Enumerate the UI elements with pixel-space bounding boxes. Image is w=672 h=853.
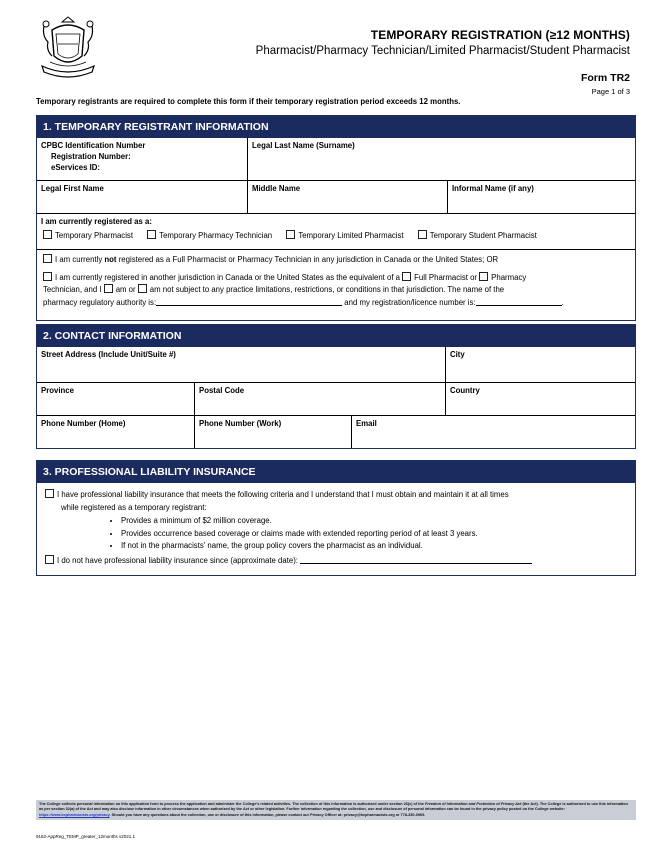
form-subtitle: Pharmacist/Pharmacy Technician/Limited Pharmacist/Student Pharmacist — [255, 45, 630, 57]
checkbox-temporary-pharmacy-technician[interactable] — [147, 230, 156, 239]
criteria-item: • If not in the pharmacists' name, the group policy covers the pharmacist as an individual. — [121, 540, 627, 553]
have-insurance-text: I have professional liability insurance that meets the following criteria and I understand that I must obtain and maintain it at all times — [57, 490, 509, 499]
jurisdiction-statements: I am currently not registered as a Full Pharmacist or Pharmacy Technician in any jurisdiction in Canada or the United States; OR I am currently registered in another jurisdiction in Canada or the United States as the equivalent of a Full Pharmacist or Pharmacy Technician, and I am or am not subject to any practice limitations, restrictions, or conditions in that jurisdiction. The name of the pharmacy regulatory authority is: and my registration/licence number is: . — [43, 255, 564, 307]
privacy-notice: The College collects personal information on this application form to process the application and administer the College's related activities. The collection of this information is authorized under section 26(c) of the Freedom of Information and Protection of Privacy Act (the Act). The College is authorized to use this information as per section 32(a) of the Act and may also disclose information in other circumstances when authorized by the Act or other legislation. Further information regarding the collection, use and disclosure of personal information can be found in the privacy policy posted on the College website: https://www.bcpharmacists.org/privacy. Should you have any questions about the collection, use or disclosure of this information, please contact our Privacy Officer at: privacy@bcpharmacists.org or 778-330-0969. — [36, 800, 636, 820]
legal-last-name-label: Legal Last Name (Surname) — [252, 141, 355, 150]
informal-name-label: Informal Name (if any) — [452, 184, 534, 193]
registered-as-label: I am currently registered as a: — [41, 217, 152, 226]
phone-home-label: Phone Number (Home) — [41, 419, 126, 428]
email-label: Email — [356, 419, 377, 428]
have-insurance-text-cont: while registered as a temporary registrant: — [61, 502, 207, 512]
checkbox-am[interactable] — [104, 284, 113, 293]
page-info: Page 1 of 3 — [591, 87, 630, 96]
checkbox-temporary-limited-pharmacist[interactable] — [286, 230, 295, 239]
section-contact-info — [36, 324, 636, 449]
eservices-id-label: eServices ID: — [51, 163, 100, 172]
option-temporary-student-pharmacist: Temporary Student Pharmacist — [429, 231, 537, 240]
checkbox-temporary-student-pharmacist[interactable] — [418, 230, 427, 239]
authority-name-line[interactable] — [156, 305, 342, 306]
middle-name-label: Middle Name — [252, 184, 301, 193]
cpbc-id-label: CPBC Identification Number — [41, 141, 146, 150]
cpbc-id-cell[interactable] — [37, 138, 247, 180]
intro-text: Temporary registrants are required to complete this form if their temporary registration period exceeds 12 months. — [36, 97, 461, 106]
section2-heading: 2. CONTACT INFORMATION — [37, 325, 635, 347]
section3-heading: 3. PROFESSIONAL LIABILITY INSURANCE — [37, 461, 635, 483]
document-id: 9162-AppReg_TEMP_greater_12months v2021.1 — [36, 834, 136, 839]
checkbox-no-insurance[interactable] — [45, 555, 54, 564]
province-field[interactable] — [37, 383, 194, 415]
street-address-field[interactable] — [37, 347, 445, 382]
province-label: Province — [41, 386, 74, 395]
option-temporary-pharmacist: Temporary Pharmacist — [55, 231, 133, 240]
criteria-item: • Provides a minimum of $2 million coverage. — [121, 515, 627, 528]
country-field[interactable] — [445, 383, 635, 415]
criteria-item: • Provides occurrence based coverage or claims made with extended reporting period of at least 3 years. — [121, 528, 627, 541]
checkbox-pharmacy-technician[interactable] — [479, 272, 488, 281]
city-field[interactable] — [445, 347, 635, 382]
country-label: Country — [450, 386, 480, 395]
licence-label: and my registration/licence number is: — [344, 297, 476, 307]
checkbox-registered-other-jurisdiction[interactable] — [43, 272, 52, 281]
insurance-criteria-list — [45, 515, 627, 553]
checkbox-full-pharmacist[interactable] — [402, 272, 411, 281]
legal-last-name-field[interactable] — [247, 138, 635, 180]
section-liability-insurance — [36, 460, 636, 576]
section-registrant-info — [36, 115, 636, 321]
form-number: Form TR2 — [580, 72, 630, 84]
phone-work-field[interactable] — [194, 416, 351, 448]
authority-label: pharmacy regulatory authority is: — [43, 297, 157, 307]
checkbox-not-registered[interactable] — [43, 254, 52, 263]
registered-as-cell — [37, 214, 635, 249]
street-address-label: Street Address (Include Unit/Suite #) — [41, 350, 176, 359]
postal-code-field[interactable] — [194, 383, 445, 415]
no-insurance-date-line[interactable] — [300, 563, 532, 564]
section1-heading: 1. TEMPORARY REGISTRANT INFORMATION — [37, 116, 635, 138]
middle-name-field[interactable] — [247, 181, 447, 213]
form-title: TEMPORARY REGISTRATION (≥12 MONTHS) — [370, 28, 630, 42]
no-insurance-text: I do not have professional liability insurance since (approximate date): — [57, 555, 298, 565]
legal-first-name-label: Legal First Name — [41, 184, 104, 193]
checkbox-temporary-pharmacist[interactable] — [43, 230, 52, 239]
email-field[interactable] — [351, 416, 635, 448]
phone-home-field[interactable] — [37, 416, 194, 448]
licence-number-line[interactable] — [476, 305, 562, 306]
registration-number-label: Registration Number: — [51, 152, 131, 161]
option-temporary-limited-pharmacist: Temporary Limited Pharmacist — [298, 231, 404, 240]
privacy-policy-link[interactable]: https://www.bcpharmacists.org/privacy — [39, 812, 110, 817]
postal-code-label: Postal Code — [199, 386, 245, 395]
informal-name-field[interactable] — [447, 181, 635, 213]
checkbox-have-insurance[interactable] — [45, 489, 54, 498]
college-crest-logo — [36, 16, 100, 80]
city-label: City — [450, 350, 465, 359]
legal-first-name-field[interactable] — [37, 181, 247, 213]
phone-work-label: Phone Number (Work) — [199, 419, 282, 428]
checkbox-am-not[interactable] — [138, 284, 147, 293]
option-temporary-pharmacy-technician: Temporary Pharmacy Technician — [159, 231, 273, 240]
